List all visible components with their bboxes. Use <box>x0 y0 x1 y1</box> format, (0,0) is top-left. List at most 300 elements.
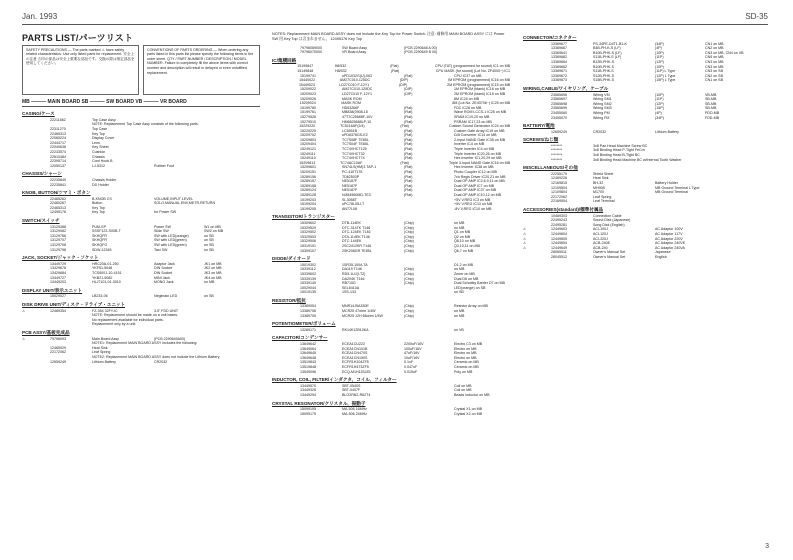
part-number: 13429684 <box>50 271 66 275</box>
column-left <box>22 32 260 364</box>
description: LD27C010 F-12Y1 <box>339 82 370 87</box>
part-number: 15339140 <box>300 281 316 286</box>
location: SW2 on MB <box>204 229 224 234</box>
spec: (Flat) <box>404 156 413 161</box>
description: DA204K T146 <box>342 276 365 281</box>
part-number: 13129707 <box>50 238 66 243</box>
description: Song Disk (English) <box>593 222 625 227</box>
conventions-box: CONVENTIONS OF PARTS ORDERING — When ordering any parts listed in this parts list please specify the following items in the order sheet. QTY / PART NUMBER / DESCRIPTION / MODEL NUMBER. Failure to completely fill the above items with correct number and description will result in delayed or even unfulfilled replacement. <box>143 45 260 95</box>
parts-section <box>523 87 768 120</box>
description: PS-34PE-D4T1-B1-K <box>593 41 627 46</box>
parts-row <box>523 116 768 121</box>
part-number: 15249121 <box>300 147 316 152</box>
spec: Japanese <box>655 250 671 255</box>
safety-mark <box>272 412 300 417</box>
safety-mark <box>22 360 50 365</box>
location: PDD-MB <box>705 110 720 115</box>
safety-mark <box>22 164 50 169</box>
description: ECEA1CN470S <box>342 351 368 356</box>
part-number: 15209601 <box>300 165 316 170</box>
description: DTC-124EK T146 <box>342 230 371 235</box>
spec: 47uF/16V <box>404 351 420 356</box>
spec: (Chip) <box>404 230 414 235</box>
part-number: 13649064 <box>300 346 316 351</box>
part-number: ******** <box>551 148 563 153</box>
location: Ceramic on MB <box>454 365 479 369</box>
part-number: 15289158 <box>300 183 316 188</box>
description: VR Board Assy <box>342 50 367 55</box>
part-number: 13129062 <box>50 229 66 234</box>
part-number <box>50 322 92 327</box>
description: S15B-PHK-S <box>593 78 614 83</box>
location: Resistor Array on MB <box>454 304 488 309</box>
description: TC74AC10AF <box>340 160 363 165</box>
spec: 3.5" FDD UNIT <box>154 308 179 313</box>
section-title: KNOB, BUTTON/ツマミ・ボタン <box>22 190 91 196</box>
spec: (Flat) <box>390 64 399 69</box>
description: BH-32 <box>593 181 604 186</box>
spec: for Power SW <box>154 210 177 215</box>
part-number: 22169504 <box>551 199 567 204</box>
notice-boxes <box>22 45 260 95</box>
description: uPD1032G(U)-063 <box>342 73 372 78</box>
section-title: ACCESSORIES(standard)/標準付属品 <box>523 207 604 212</box>
description: SBT-0407F <box>342 388 361 393</box>
parts-section <box>22 172 260 187</box>
location: -8V V.REG IC10 on MB <box>454 206 492 211</box>
spec: (Chip) <box>404 309 414 314</box>
part-number: 13389054 <box>300 304 316 309</box>
part-number: 15209023 <box>300 91 316 96</box>
description: TC74VHCT74 <box>342 156 365 161</box>
top-note: NOTES: Replacement MAIN BOARD ASSY does not include the Key Top for Power Switch. 注意: 補修用 MAIN BOARD ASSY には Power SW 用 Key Top は含まれません。 12495176 Key Top <box>272 32 505 41</box>
location: 1M EPROM (blank) IC16 on MB <box>454 87 506 92</box>
description: Wiring PM <box>593 110 610 115</box>
part-number: 22395714 <box>50 159 66 164</box>
part-number: 13549096 <box>300 369 316 374</box>
part-number: 13369667 <box>551 46 567 51</box>
description: Key Top <box>92 131 105 136</box>
location: CN3 on MB <box>705 64 724 69</box>
description: PC-410T176 <box>342 170 363 175</box>
spec: (Chip) <box>404 220 414 225</box>
spec: (4P) <box>655 110 662 115</box>
spec: (Chip) <box>404 276 414 281</box>
section-title: WIRING,CABLE/ワイヤリング、ケーブル <box>523 85 609 91</box>
description: DTA-114EK T146 <box>342 234 370 239</box>
parts-row <box>272 370 510 375</box>
sections-col1 <box>22 112 260 364</box>
description: MA-506 24MHz <box>342 411 367 416</box>
description: MH908 <box>593 185 605 190</box>
description: DA119 T146 <box>342 267 362 272</box>
description: AM27C010-125DC <box>339 78 371 83</box>
description: LC6551B <box>342 128 357 133</box>
description: ACB-240 <box>593 245 608 250</box>
location: Electro on MB <box>454 355 477 360</box>
part-number: 22235841 <box>50 182 66 187</box>
description: NE5187F <box>342 183 358 188</box>
section-title: PCB ASSY/基板完成品 <box>22 329 70 335</box>
location: IM EPROM (programmed) IC16 on MB <box>448 78 511 83</box>
spec: Slide SW <box>154 229 169 234</box>
spec: CR2032 <box>154 359 168 364</box>
spec <box>404 328 454 333</box>
part-number: 15289157 <box>300 179 316 184</box>
location: Hex Inverter IC38 on MB <box>454 165 494 170</box>
part-number: 13369664 <box>551 59 567 64</box>
description: SKHQFR <box>92 233 107 238</box>
part-number: 13389709 <box>300 313 316 318</box>
description: TC74VHCT125 <box>342 147 367 152</box>
description: LD27C010 F-12Y1 <box>342 91 372 96</box>
description: Top Case Assy <box>92 117 116 122</box>
spec: (Flat) <box>404 183 413 188</box>
part-number: 23565698 <box>551 101 567 106</box>
parts-section <box>22 112 260 168</box>
location: Q2 on MB <box>454 234 471 239</box>
part-number: 12449649 <box>551 245 567 250</box>
description: Main Board Assy <box>92 336 119 341</box>
location: Crystal X2 on MB <box>454 411 482 416</box>
description: SW Board Assy <box>342 45 367 50</box>
parts-section <box>272 59 510 212</box>
location <box>705 199 768 204</box>
spec: Battery Holder <box>655 181 678 186</box>
location <box>204 164 260 169</box>
part-number: ******** <box>551 143 563 148</box>
location: CN2 on SB <box>705 73 723 78</box>
part-number: 13449570 <box>300 383 316 388</box>
part-number: 15329502 <box>300 230 316 235</box>
location: on SB <box>204 238 214 243</box>
spec: (Flat) <box>404 137 413 142</box>
description: TC5116AF(2/4) <box>340 124 365 129</box>
part-number: 12449603 <box>551 227 567 232</box>
spec: English <box>655 254 667 259</box>
part-number: 15339602 <box>300 271 316 276</box>
spec: AC Adaptor 220V <box>655 236 683 241</box>
description: Sound Disk (Japanese) <box>593 218 631 223</box>
part-number: 22235840 <box>50 177 66 182</box>
description: MNR14J5A330E <box>342 304 369 309</box>
description: TC7S04F TE85L <box>342 142 369 147</box>
description: ECFR1H104ZF5 <box>342 360 369 365</box>
part-number: 28065511 <box>551 250 567 255</box>
parts-section <box>523 208 768 260</box>
parts-row <box>22 322 260 327</box>
location: 2M EPROM (blank) IC15 on MB <box>454 91 506 96</box>
location: Coil on MB <box>454 388 472 393</box>
part-number: 15279526 <box>300 114 316 119</box>
safety-mark <box>523 158 551 163</box>
safety-mark <box>523 199 551 204</box>
part-number: 79796093 <box>50 336 66 341</box>
part-number: 22172062 <box>50 350 66 355</box>
spec: DIN Socket <box>154 266 173 271</box>
part-number: 13129708 <box>50 243 66 248</box>
part-number: 15289124 <box>300 188 316 193</box>
part-number: 15209803 <box>300 137 316 142</box>
parts-row <box>22 210 260 215</box>
part-number: 13125388 <box>50 224 66 229</box>
part-number: 15199847 <box>297 64 314 69</box>
spec <box>404 393 454 398</box>
safety-mark <box>272 290 300 295</box>
description: AN77L08 <box>342 206 357 211</box>
location: CN3 on SB <box>705 69 723 74</box>
description: Owner's Manual Set <box>593 254 626 259</box>
part-number: 13369671 <box>551 69 567 74</box>
column-right <box>523 32 768 260</box>
spec: (Flat) <box>404 105 413 110</box>
spec: MB Ground Terminal L Type <box>655 185 700 190</box>
location: CN1 on SB <box>705 78 723 83</box>
spec: 0.015uF <box>404 369 418 374</box>
parts-row <box>272 314 510 319</box>
header-rule <box>22 24 768 25</box>
safety-mark <box>22 210 50 215</box>
parts-row <box>523 158 768 163</box>
part-number: ******** <box>551 157 563 162</box>
part-number: 15099175 <box>300 411 316 416</box>
description: B10B-PHK-S <box>593 64 614 69</box>
location: Triple Inverter IC4 on MB <box>454 147 495 152</box>
part-number: 15199761 <box>300 110 316 115</box>
location: D1,2 on MB <box>454 262 473 267</box>
safety-mark: ⚠ <box>523 236 527 241</box>
part-number: 23565697 <box>551 97 567 102</box>
part-number: 15279510 <box>300 119 316 124</box>
part-number: 10469303 <box>551 213 567 218</box>
spec: (Chip) <box>404 271 414 276</box>
description: S12B-PHK-S <box>593 73 614 78</box>
part-number: 12449604 <box>551 231 567 236</box>
parts-row <box>272 393 510 398</box>
location: on MB <box>454 220 465 225</box>
section-title: INDUCTOR, COIL, FILTER/インダクタ、コイル、フィルター <box>272 377 397 383</box>
parts-section <box>272 299 510 318</box>
description: Wiring SM2 <box>593 101 612 106</box>
part-number: 23455060 <box>551 110 567 115</box>
spec: SOLO,MANUAL ENV,METR,RETURN <box>154 201 216 206</box>
description: RK14K12B10KA <box>342 327 369 332</box>
location: 7ch Regis Driver IC20,21 on MB <box>454 174 506 179</box>
location: Wave ROM LCCS-1 IC25 on MB <box>454 110 507 115</box>
spec: (12P) <box>655 101 664 106</box>
parts-row <box>272 290 510 295</box>
description: ACI-100J <box>593 227 608 232</box>
location: D/A Converter IC14 on MB <box>454 133 497 138</box>
spec: (Chip) <box>404 248 414 253</box>
description: uPD6376GS-E2 <box>342 133 368 138</box>
spec: (Flat) <box>404 165 413 170</box>
part-number: 13369677 <box>551 41 567 46</box>
spec: (Flat) <box>404 114 413 119</box>
safety-mark <box>272 207 300 212</box>
parts-row <box>523 199 768 204</box>
spec: SW with LED(orange) <box>154 233 189 238</box>
part-number: 13649642 <box>300 342 316 347</box>
part-number: 13649648 <box>300 355 316 360</box>
location <box>204 210 260 215</box>
location: 2M EPROM (programmed) IC15 on MB <box>447 82 510 87</box>
description: BLO2RN2-R62T4 <box>342 392 371 397</box>
description: NJM4560MD-TE3 <box>342 193 371 197</box>
spec: (Flat) <box>390 68 400 73</box>
part-number: 15149848 <box>297 68 314 73</box>
description: S11B-PHK-S (LF) <box>593 55 622 60</box>
description: uPC78L05J-T <box>342 202 365 207</box>
part-number: 13519848 <box>300 365 316 369</box>
spec: (11P) L Type <box>655 69 676 74</box>
part-number: 13449203 <box>50 280 66 285</box>
description: Chassis <box>92 154 105 159</box>
spec: (10P) <box>655 50 664 55</box>
part-number: 22172062 <box>551 194 567 199</box>
section-title: IC/集積回路 <box>272 57 297 63</box>
spec: 10uF/16V <box>404 355 420 360</box>
part-number: 13649645 <box>300 351 316 356</box>
parts-section <box>22 256 260 285</box>
description: 2SK208GR TE85L <box>342 248 372 253</box>
parts-section <box>22 219 260 252</box>
spec: (10P) <box>655 64 664 69</box>
location: 2-Input NAND Gate IC35 on MB <box>454 137 506 142</box>
description: LB233-06 <box>92 294 108 299</box>
part-number: 13369673 <box>551 78 567 83</box>
spec: (11P) <box>655 97 664 102</box>
parts-section <box>523 166 768 204</box>
part-number: 15019302 <box>300 262 316 267</box>
description: SN74LS(HM)3 TAP-1 <box>342 165 377 170</box>
part-number: 15199204 <box>300 202 316 207</box>
description: SDW-12345 <box>92 247 112 252</box>
description: TCS6001-10-4151 <box>92 271 122 275</box>
description: SKHQFR <box>92 238 107 243</box>
description: ACB-240E <box>593 241 610 246</box>
location: Inverter IC4 on MB <box>454 142 485 147</box>
spec: AC Adaptor 117V <box>655 231 683 236</box>
description: NE5187F <box>342 188 358 193</box>
part-number: 15449023 <box>298 82 315 87</box>
spec: SW with LED(green) <box>154 238 187 243</box>
description: SEL6410A <box>342 285 360 290</box>
parts-section <box>22 331 260 364</box>
part-number: 15019135 <box>300 290 316 295</box>
section-title: DISPLAY UNIT/表示ユニット <box>22 287 83 293</box>
description: B10B-PHK-S (LF) <box>593 50 622 55</box>
location: Dual OP AMP IC10,12 on MB <box>454 193 502 197</box>
location: CPU IC37 on MB <box>454 73 482 78</box>
part-number: 13129798 <box>50 247 66 252</box>
description: 3x8 Pan Head Machine Screw BC <box>593 143 648 148</box>
part-number: ******** <box>551 153 563 158</box>
parts-section <box>523 138 768 162</box>
location <box>204 183 260 188</box>
part-number: 28045512 <box>551 254 567 259</box>
part-number: 12449605 <box>551 236 567 241</box>
safety-mark <box>272 393 300 398</box>
part-number: 22211662 <box>50 117 66 122</box>
part-number: 22065224 <box>50 136 66 141</box>
description: SKHQFG <box>92 243 108 248</box>
description: Leaf Terminal <box>593 199 615 204</box>
part-number: 15229220 <box>299 124 316 129</box>
location <box>705 158 768 163</box>
section-title: RESISTOR/抵抗 <box>272 297 306 303</box>
safety-mark: ⚠ <box>22 336 26 341</box>
location: SB-MB <box>705 97 717 102</box>
part-number: 12449654 <box>551 241 567 246</box>
description: ECFR1H473ZF5 <box>342 365 369 369</box>
part-number: 22465267 <box>50 201 66 206</box>
part-number: 15029044 <box>300 285 316 290</box>
sections-col2 <box>272 46 510 417</box>
parts-section <box>523 124 768 134</box>
spec: (Chip) <box>404 267 414 272</box>
parts-section <box>272 322 510 332</box>
description: 47T7C25688F-10V <box>342 114 373 119</box>
description: NOTE1: Replacement MAIN BOARD ASSY includes the following: <box>92 341 198 346</box>
section-title: JACK, SOCKET/ジャック・ソケット <box>22 255 99 261</box>
description: Connection Cable <box>593 213 622 218</box>
page-title: PARTS LIST/パーツリスト <box>22 33 134 43</box>
location: SB-MB <box>705 101 717 106</box>
location: CN2 on MB <box>705 46 724 51</box>
description: Owner's Manual Set <box>593 250 626 255</box>
spec <box>154 183 204 188</box>
spec: Rubber Foot <box>154 163 174 168</box>
location: CN3 on MB, CN4 on VB <box>705 50 744 55</box>
spec: (Flat) <box>404 128 413 133</box>
page-number: 3 <box>765 543 769 550</box>
location: JK4 on MB <box>204 275 222 280</box>
part-number: 15209026 <box>300 96 316 101</box>
safety-box: SAFETY PRECAUTIONS — The parts marked ⚠ have safety related characteristics. Use only listed parts for replacement. 安全上の注意 ⚠印の部品は安全上重要な部品です。交換の際は指定部品を使用してください。 <box>22 45 139 95</box>
description: AM27C010-125DC <box>342 87 373 92</box>
parts-row <box>272 328 510 333</box>
part-number: 13369672 <box>551 73 567 78</box>
parts-section <box>22 289 260 299</box>
description: DTC-314TK T146 <box>342 225 371 230</box>
spec: (DIP) <box>398 82 408 87</box>
parts-row <box>272 412 510 417</box>
location: Triple 3-Input NAND Gate IC16 on MB <box>449 160 510 165</box>
part-number: 15209151 <box>300 170 316 175</box>
description: SI-3058T <box>342 197 357 202</box>
description: Replacement only by a unit. <box>92 322 137 327</box>
spec: (PCB 2290648 A 00) <box>404 45 437 50</box>
safety-mark <box>22 294 50 299</box>
spec: (Flat) <box>404 174 413 179</box>
header-model: SD-35 <box>745 12 768 21</box>
part-number: 13129766 <box>50 233 66 238</box>
description: HM6825688LP-10 <box>342 119 372 124</box>
part-number: 13289171 <box>300 327 316 332</box>
description: 3x8 Binding Head Machine BC w/Internal Tooth Washer <box>593 157 682 162</box>
description: FZ-354 32FYJC <box>92 308 118 313</box>
spec: MONO Jack <box>154 280 174 285</box>
part-number: 13369682 <box>551 55 567 60</box>
description: SBT-0540S <box>342 383 361 388</box>
safety-mark: ⚠ <box>523 245 527 250</box>
part-number: 15199203 <box>300 197 316 202</box>
part-number: 12050137 <box>50 163 66 168</box>
parts-section <box>272 378 510 397</box>
description: H8/532 <box>335 68 347 73</box>
description: ECEA1CN150S <box>342 355 368 360</box>
